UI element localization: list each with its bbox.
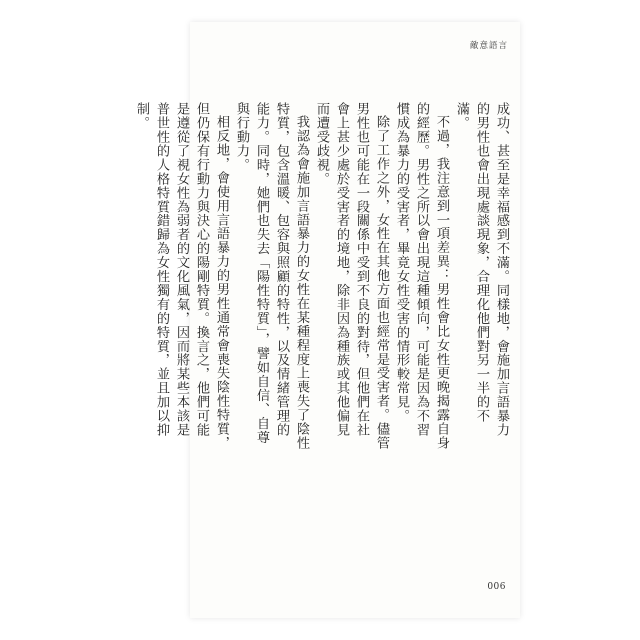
paragraph-4: 我認為會施加言語暴力的女性在某種程度上喪失了陰性特質，包含溫暖、包容與照顧的特性，以及情緒管理的能力。同時，她們也失去「陽性特質」，譬如自信、自尊與行動力。 [234,102,309,450]
paragraph-3: 除了工作之外，女性在其他方面也經常是受害者。儘管男性也可能在一段關係中受到不良的對待，但他們在社會上甚少處於受害者的境地，除非因為種族或其他偏見而遭受歧視。 [314,102,389,450]
paragraph-1: 成功、甚至是幸福感到不滿。同樣地，會施加言語暴力的男性也會出現處談現象，合理化他們對另一半的不滿。 [454,102,509,437]
running-head: 敵意語言 [469,41,508,51]
book-page [134,22,520,618]
page-number: 006 [487,582,506,592]
paragraph-5: 相反地，會使用言語暴力的男性通常會喪失陰性特質，但仍保有行動力與決心的陽剛特質。換言之，他們可能是遵從了視女性為弱者的文化風氣，因而將某些本該是普世性的人格特質錯歸為女性獨有的特質，並且加以抑制。 [134,102,229,450]
paragraph-2: 不過，我注意到一項差異：男性會比女性更晚揭露自身的經歷。男性之所以會出現這種傾向，可能是因為不習慣成為暴力的受害者，畢竟女性受害的情形較常見。 [394,102,449,450]
body-text [131,102,511,450]
